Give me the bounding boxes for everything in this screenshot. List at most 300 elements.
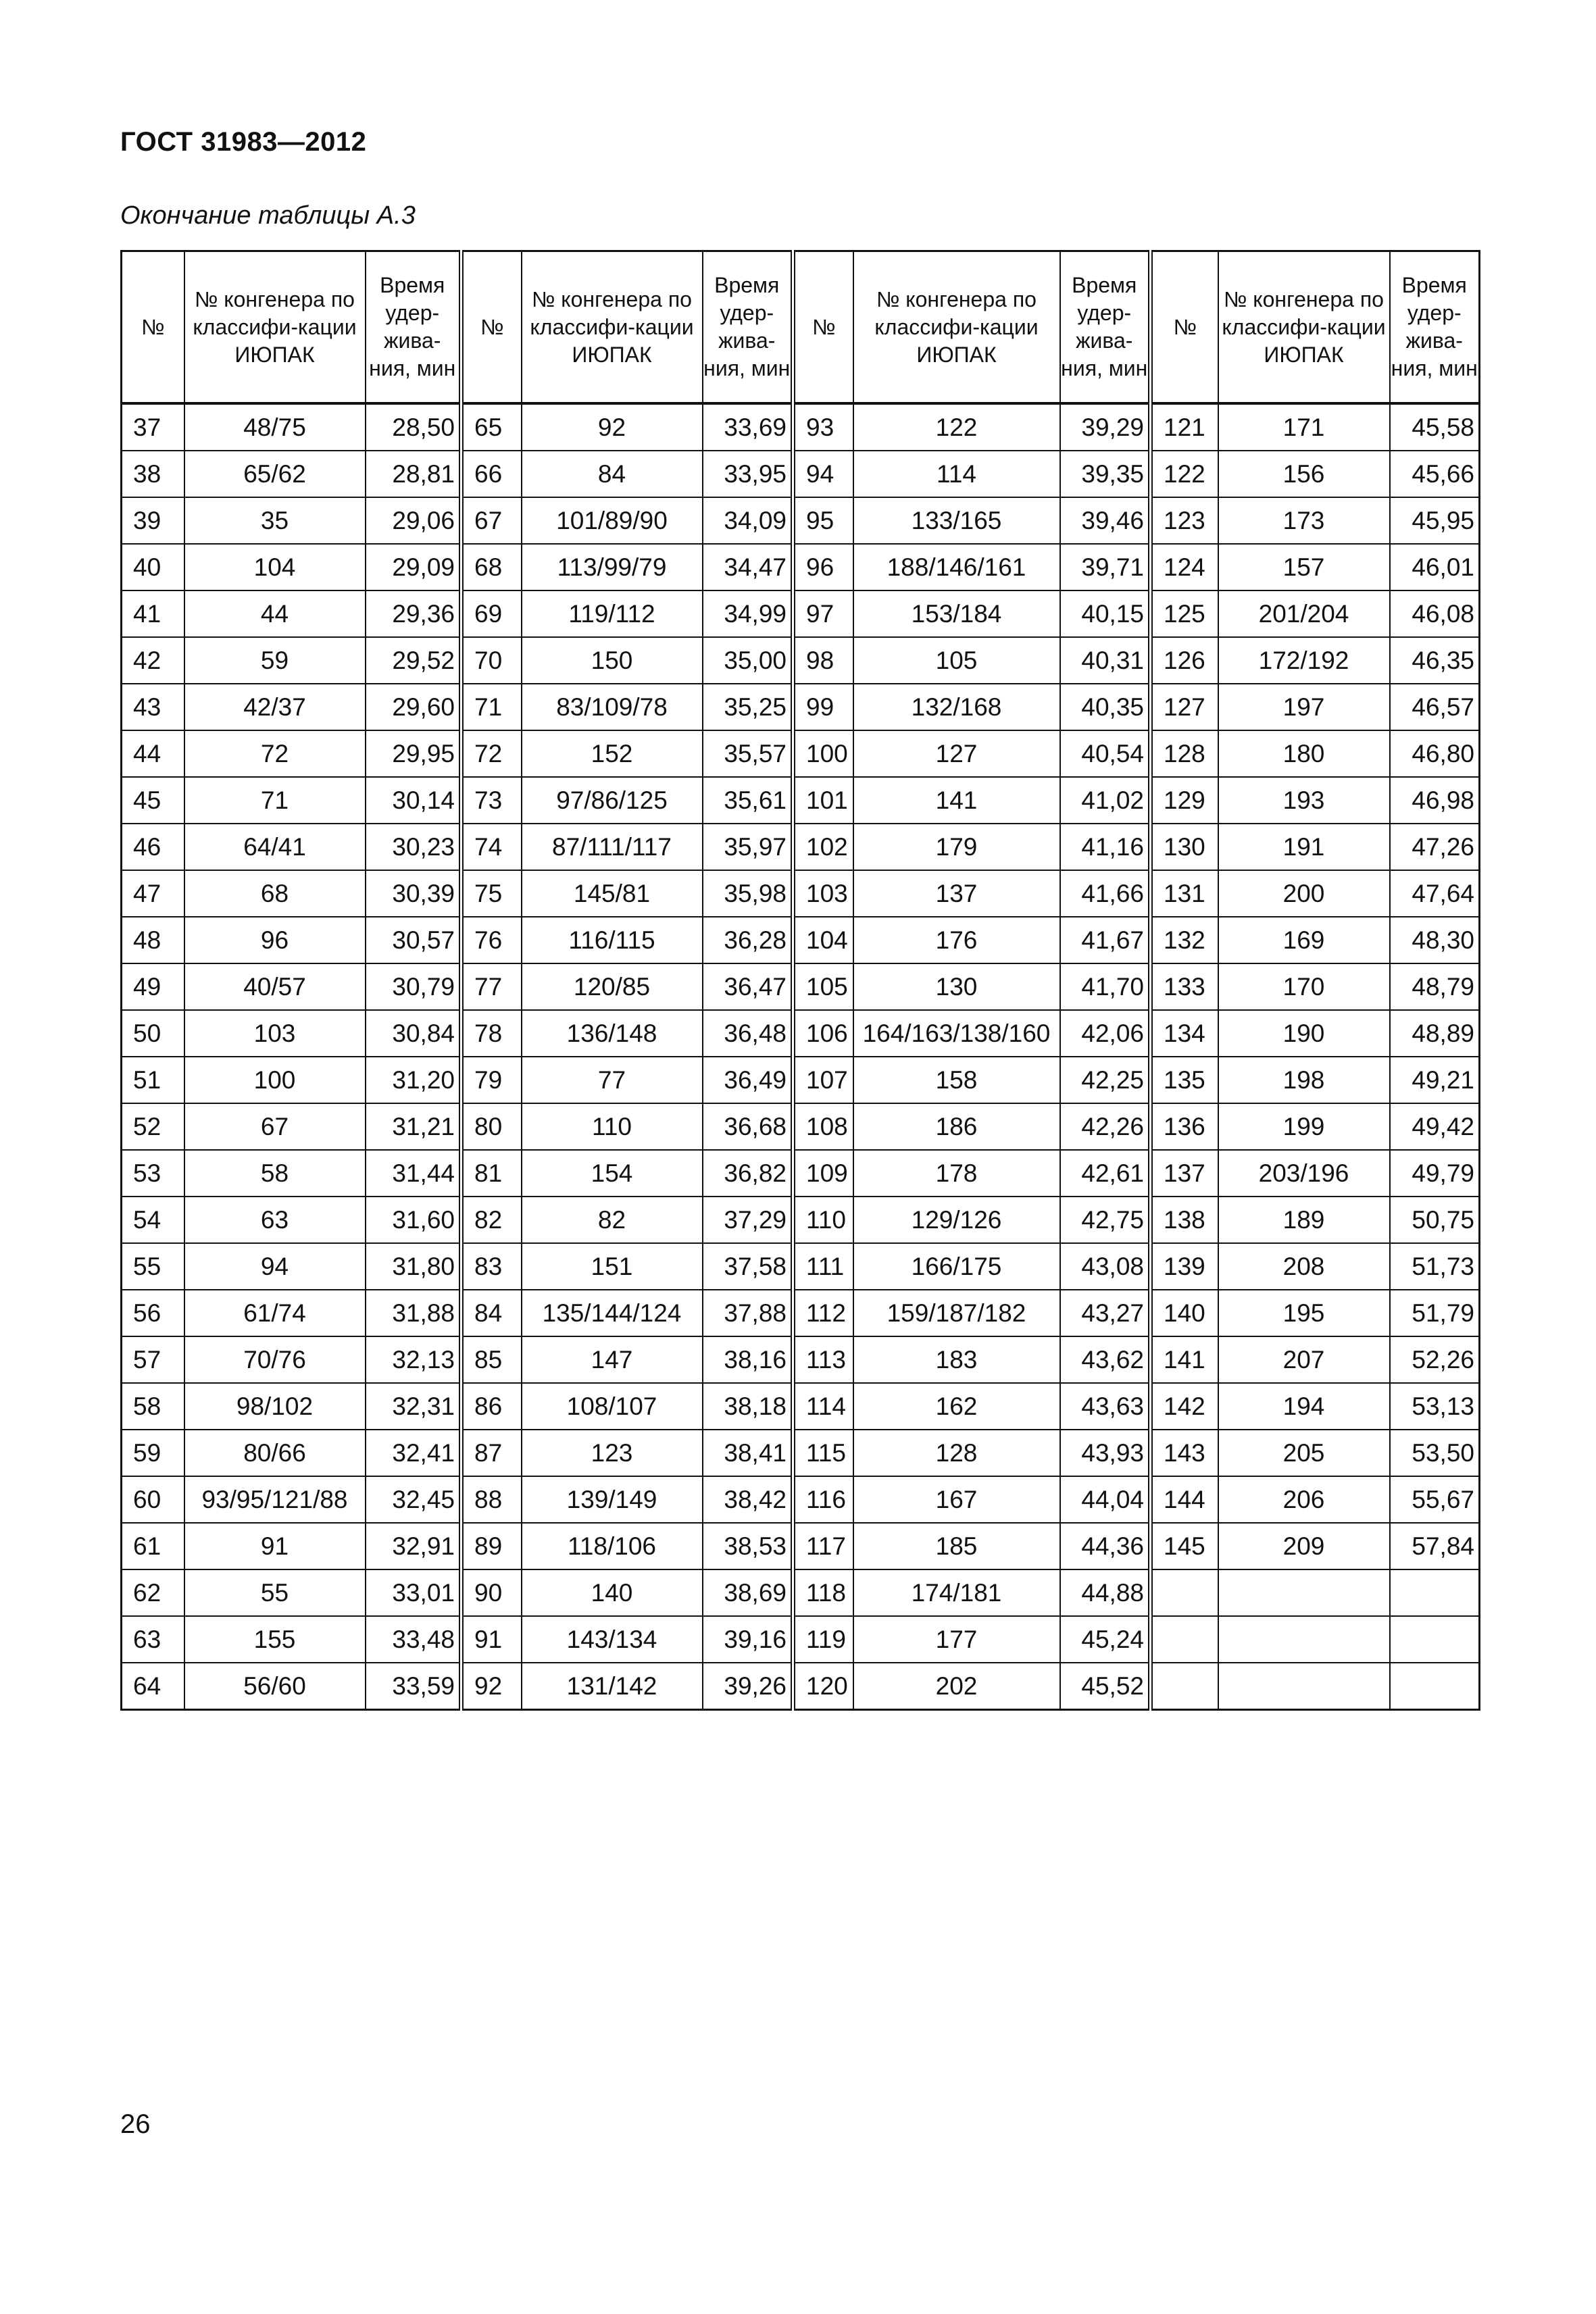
retention-time-cell: 46,80 (1390, 730, 1480, 777)
row-number-cell: 47 (122, 870, 184, 917)
row-number-cell: 126 (1151, 637, 1218, 684)
congener-cell: 48/75 (184, 403, 366, 451)
retention-time-cell: 42,75 (1060, 1197, 1151, 1243)
congener-cell: 77 (522, 1057, 703, 1103)
row-number-cell: 92 (462, 1663, 522, 1710)
retention-time-cell: 44,04 (1060, 1476, 1151, 1523)
retention-time-cell: 41,70 (1060, 963, 1151, 1010)
retention-time-cell: 45,24 (1060, 1616, 1151, 1663)
row-number-cell: 54 (122, 1197, 184, 1243)
congener-cell: 159/187/182 (853, 1290, 1060, 1336)
retention-time-cell: 39,26 (703, 1663, 793, 1710)
congener-cell: 206 (1218, 1476, 1390, 1523)
congener-cell: 152 (522, 730, 703, 777)
retention-time-cell: 34,47 (703, 544, 793, 590)
row-number-cell: 65 (462, 403, 522, 451)
retention-time-cell: 35,98 (703, 870, 793, 917)
retention-time-cell: 36,68 (703, 1103, 793, 1150)
row-number-cell: 110 (793, 1197, 853, 1243)
congener-cell: 157 (1218, 544, 1390, 590)
congener-cell (1218, 1569, 1390, 1616)
row-number-cell: 74 (462, 824, 522, 870)
congener-cell: 198 (1218, 1057, 1390, 1103)
congener-cell: 72 (184, 730, 366, 777)
header-congener: № конгенера по классифи-кации ИЮПАК (853, 251, 1060, 404)
header-number: № (122, 251, 184, 404)
row-number-cell: 109 (793, 1150, 853, 1197)
retention-time-cell: 42,26 (1060, 1103, 1151, 1150)
retention-time-cell: 33,59 (366, 1663, 462, 1710)
congener-cell: 94 (184, 1243, 366, 1290)
congener-cell: 203/196 (1218, 1150, 1390, 1197)
retention-time-cell: 45,52 (1060, 1663, 1151, 1710)
retention-time-cell: 28,50 (366, 403, 462, 451)
row-number-cell: 73 (462, 777, 522, 824)
congener-cell: 42/37 (184, 684, 366, 730)
row-number-cell: 141 (1151, 1336, 1218, 1383)
congener-cell: 201/204 (1218, 590, 1390, 637)
row-number-cell: 124 (1151, 544, 1218, 590)
table-row (122, 917, 1480, 963)
row-number-cell: 96 (793, 544, 853, 590)
congener-cell: 133/165 (853, 497, 1060, 544)
table-row (122, 1010, 1480, 1057)
retention-time-cell: 38,69 (703, 1569, 793, 1616)
row-number-cell (1151, 1569, 1218, 1616)
congener-cell: 141 (853, 777, 1060, 824)
retention-time-cell: 30,84 (366, 1010, 462, 1057)
row-number-cell: 49 (122, 963, 184, 1010)
retention-time-cell: 46,08 (1390, 590, 1480, 637)
retention-time-cell: 33,48 (366, 1616, 462, 1663)
congener-cell: 143/134 (522, 1616, 703, 1663)
retention-time-cell: 31,44 (366, 1150, 462, 1197)
row-number-cell: 86 (462, 1383, 522, 1430)
row-number-cell: 44 (122, 730, 184, 777)
congener-cell: 100 (184, 1057, 366, 1103)
row-number-cell: 142 (1151, 1383, 1218, 1430)
row-number-cell: 100 (793, 730, 853, 777)
retention-time-cell: 33,69 (703, 403, 793, 451)
header-time: Время удер-жива-ния, мин (1060, 251, 1151, 404)
header-number: № (793, 251, 853, 404)
congener-cell: 178 (853, 1150, 1060, 1197)
congener-cell: 120/85 (522, 963, 703, 1010)
row-number-cell: 79 (462, 1057, 522, 1103)
retention-time-cell: 36,48 (703, 1010, 793, 1057)
row-number-cell: 99 (793, 684, 853, 730)
retention-time-cell: 40,35 (1060, 684, 1151, 730)
row-number-cell: 102 (793, 824, 853, 870)
row-number-cell: 38 (122, 451, 184, 497)
retention-time-cell (1390, 1616, 1480, 1663)
retention-time-cell: 42,61 (1060, 1150, 1151, 1197)
congener-cell: 128 (853, 1430, 1060, 1476)
table-caption: Окончание таблицы А.3 (120, 201, 416, 230)
table-row (122, 1290, 1480, 1336)
page-number: 26 (120, 2109, 151, 2139)
congener-cell: 166/175 (853, 1243, 1060, 1290)
retention-time-cell: 38,16 (703, 1336, 793, 1383)
retention-time-cell: 29,06 (366, 497, 462, 544)
retention-time-cell: 29,60 (366, 684, 462, 730)
row-number-cell: 70 (462, 637, 522, 684)
congener-cell: 103 (184, 1010, 366, 1057)
table-row (122, 1243, 1480, 1290)
congener-cell: 92 (522, 403, 703, 451)
table-row (122, 1663, 1480, 1710)
congener-cell: 68 (184, 870, 366, 917)
congener-cell: 101/89/90 (522, 497, 703, 544)
retention-time-cell: 36,28 (703, 917, 793, 963)
row-number-cell: 56 (122, 1290, 184, 1336)
row-number-cell: 64 (122, 1663, 184, 1710)
congener-cell: 122 (853, 403, 1060, 451)
row-number-cell: 137 (1151, 1150, 1218, 1197)
retention-time-cell: 40,54 (1060, 730, 1151, 777)
retention-time-cell: 42,25 (1060, 1057, 1151, 1103)
congener-cell: 113/99/79 (522, 544, 703, 590)
retention-time-cell: 29,36 (366, 590, 462, 637)
retention-time-cell: 50,75 (1390, 1197, 1480, 1243)
retention-time-cell: 44,36 (1060, 1523, 1151, 1569)
congener-cell: 97/86/125 (522, 777, 703, 824)
row-number-cell: 144 (1151, 1476, 1218, 1523)
congener-cell: 174/181 (853, 1569, 1060, 1616)
row-number-cell: 130 (1151, 824, 1218, 870)
congener-cell: 176 (853, 917, 1060, 963)
congener-cell: 153/184 (853, 590, 1060, 637)
retention-time-cell: 32,31 (366, 1383, 462, 1430)
congener-cell: 199 (1218, 1103, 1390, 1150)
retention-time-cell: 29,52 (366, 637, 462, 684)
row-number-cell: 72 (462, 730, 522, 777)
table-row (122, 497, 1480, 544)
congener-cell: 123 (522, 1430, 703, 1476)
congener-cell: 170 (1218, 963, 1390, 1010)
retention-time-cell: 31,88 (366, 1290, 462, 1336)
congener-cell: 59 (184, 637, 366, 684)
retention-time-cell: 36,82 (703, 1150, 793, 1197)
congener-cell: 202 (853, 1663, 1060, 1710)
retention-time-cell: 43,93 (1060, 1430, 1151, 1476)
table-row (122, 1336, 1480, 1383)
retention-time-cell: 44,88 (1060, 1569, 1151, 1616)
table-row (122, 637, 1480, 684)
congener-cell: 132/168 (853, 684, 1060, 730)
row-number-cell: 138 (1151, 1197, 1218, 1243)
row-number-cell: 122 (1151, 451, 1218, 497)
congener-cell (1218, 1616, 1390, 1663)
congener-cell: 145/81 (522, 870, 703, 917)
row-number-cell: 120 (793, 1663, 853, 1710)
congener-cell: 70/76 (184, 1336, 366, 1383)
table-row (122, 451, 1480, 497)
congener-cell: 190 (1218, 1010, 1390, 1057)
congener-cell: 71 (184, 777, 366, 824)
congener-cell: 108/107 (522, 1383, 703, 1430)
congener-cell: 154 (522, 1150, 703, 1197)
congener-cell: 208 (1218, 1243, 1390, 1290)
row-number-cell: 76 (462, 917, 522, 963)
congener-cell: 189 (1218, 1197, 1390, 1243)
congener-cell: 136/148 (522, 1010, 703, 1057)
retention-time-cell: 37,88 (703, 1290, 793, 1336)
retention-time-cell: 30,57 (366, 917, 462, 963)
retention-time-cell: 48,89 (1390, 1010, 1480, 1057)
retention-time-cell: 29,95 (366, 730, 462, 777)
retention-time-cell: 39,16 (703, 1616, 793, 1663)
row-number-cell: 108 (793, 1103, 853, 1150)
row-number-cell: 90 (462, 1569, 522, 1616)
retention-time-cell: 39,35 (1060, 451, 1151, 497)
congener-cell: 173 (1218, 497, 1390, 544)
retention-time-cell: 35,00 (703, 637, 793, 684)
retention-time-cell: 29,09 (366, 544, 462, 590)
retention-time-cell: 41,16 (1060, 824, 1151, 870)
congener-cell: 104 (184, 544, 366, 590)
retention-time-cell: 35,25 (703, 684, 793, 730)
row-number-cell: 94 (793, 451, 853, 497)
retention-time-cell: 41,02 (1060, 777, 1151, 824)
retention-time-cell: 39,29 (1060, 403, 1151, 451)
row-number-cell: 77 (462, 963, 522, 1010)
retention-time-cell: 49,79 (1390, 1150, 1480, 1197)
row-number-cell: 119 (793, 1616, 853, 1663)
congener-cell: 151 (522, 1243, 703, 1290)
row-number-cell: 80 (462, 1103, 522, 1150)
retention-time-cell: 42,06 (1060, 1010, 1151, 1057)
congener-cell: 158 (853, 1057, 1060, 1103)
congener-cell: 114 (853, 451, 1060, 497)
retention-time-cell: 32,13 (366, 1336, 462, 1383)
retention-time-cell: 33,95 (703, 451, 793, 497)
table-row (122, 1150, 1480, 1197)
congener-cell: 185 (853, 1523, 1060, 1569)
row-number-cell: 127 (1151, 684, 1218, 730)
congener-cell: 194 (1218, 1383, 1390, 1430)
row-number-cell: 41 (122, 590, 184, 637)
row-number-cell: 98 (793, 637, 853, 684)
row-number-cell: 121 (1151, 403, 1218, 451)
row-number-cell: 43 (122, 684, 184, 730)
row-number-cell: 82 (462, 1197, 522, 1243)
table-header-row (122, 251, 1480, 404)
row-number-cell: 135 (1151, 1057, 1218, 1103)
row-number-cell: 37 (122, 403, 184, 451)
row-number-cell: 85 (462, 1336, 522, 1383)
congener-cell: 84 (522, 451, 703, 497)
retention-time-cell: 45,58 (1390, 403, 1480, 451)
congener-cell: 96 (184, 917, 366, 963)
congener-cell: 171 (1218, 403, 1390, 451)
row-number-cell: 139 (1151, 1243, 1218, 1290)
retention-time-cell: 34,99 (703, 590, 793, 637)
congener-cell: 82 (522, 1197, 703, 1243)
retention-time-cell: 40,31 (1060, 637, 1151, 684)
retention-time-cell: 39,71 (1060, 544, 1151, 590)
retention-time-cell: 32,91 (366, 1523, 462, 1569)
retention-time-cell: 35,97 (703, 824, 793, 870)
congener-cell: 183 (853, 1336, 1060, 1383)
congener-cell: 172/192 (1218, 637, 1390, 684)
retention-time-cell: 31,20 (366, 1057, 462, 1103)
congener-cell: 162 (853, 1383, 1060, 1430)
retention-time-cell: 38,18 (703, 1383, 793, 1430)
row-number-cell: 68 (462, 544, 522, 590)
retention-time-cell (1390, 1663, 1480, 1710)
congener-cell: 164/163/138/160 (853, 1010, 1060, 1057)
congener-cell: 91 (184, 1523, 366, 1569)
row-number-cell: 140 (1151, 1290, 1218, 1336)
row-number-cell: 46 (122, 824, 184, 870)
retention-time-cell: 32,41 (366, 1430, 462, 1476)
row-number-cell: 50 (122, 1010, 184, 1057)
table-row (122, 730, 1480, 777)
retention-time-cell: 51,73 (1390, 1243, 1480, 1290)
row-number-cell: 95 (793, 497, 853, 544)
congener-cell: 207 (1218, 1336, 1390, 1383)
retention-time-cell: 31,80 (366, 1243, 462, 1290)
congener-cell: 119/112 (522, 590, 703, 637)
table-row (122, 777, 1480, 824)
congener-cell: 44 (184, 590, 366, 637)
congener-cell: 98/102 (184, 1383, 366, 1430)
row-number-cell: 145 (1151, 1523, 1218, 1569)
congener-cell: 116/115 (522, 917, 703, 963)
retention-time-cell: 34,09 (703, 497, 793, 544)
retention-time-cell: 48,30 (1390, 917, 1480, 963)
congener-cell: 65/62 (184, 451, 366, 497)
congener-cell: 130 (853, 963, 1060, 1010)
retention-time-cell: 35,57 (703, 730, 793, 777)
table-row (122, 963, 1480, 1010)
row-number-cell: 71 (462, 684, 522, 730)
retention-time-cell: 39,46 (1060, 497, 1151, 544)
congener-cell: 197 (1218, 684, 1390, 730)
row-number-cell (1151, 1616, 1218, 1663)
row-number-cell: 84 (462, 1290, 522, 1336)
row-number-cell: 40 (122, 544, 184, 590)
congener-cell: 63 (184, 1197, 366, 1243)
retention-time-cell: 38,41 (703, 1430, 793, 1476)
retention-time-cell: 41,67 (1060, 917, 1151, 963)
row-number-cell: 117 (793, 1523, 853, 1569)
congener-cell: 35 (184, 497, 366, 544)
row-number-cell: 101 (793, 777, 853, 824)
table-row (122, 1103, 1480, 1150)
table-row (122, 1476, 1480, 1523)
retention-time-cell: 57,84 (1390, 1523, 1480, 1569)
table-row (122, 1197, 1480, 1243)
retention-time-cell: 46,57 (1390, 684, 1480, 730)
row-number-cell: 118 (793, 1569, 853, 1616)
row-number-cell: 132 (1151, 917, 1218, 963)
congener-cell: 155 (184, 1616, 366, 1663)
row-number-cell: 123 (1151, 497, 1218, 544)
table-row (122, 1616, 1480, 1663)
header-congener: № конгенера по классифи-кации ИЮПАК (184, 251, 366, 404)
retention-time-cell: 37,58 (703, 1243, 793, 1290)
retention-time-cell: 47,26 (1390, 824, 1480, 870)
retention-time-cell: 41,66 (1060, 870, 1151, 917)
retention-time-cell: 36,49 (703, 1057, 793, 1103)
congener-cell: 156 (1218, 451, 1390, 497)
congener-cell: 40/57 (184, 963, 366, 1010)
header-time: Время удер-жива-ния, мин (1390, 251, 1480, 404)
congener-cell: 193 (1218, 777, 1390, 824)
retention-time-cell: 46,35 (1390, 637, 1480, 684)
retention-time-cell: 31,21 (366, 1103, 462, 1150)
row-number-cell: 125 (1151, 590, 1218, 637)
retention-time-cell: 38,53 (703, 1523, 793, 1569)
row-number-cell: 51 (122, 1057, 184, 1103)
document-code: ГОСТ 31983—2012 (120, 127, 367, 157)
retention-time-cell: 32,45 (366, 1476, 462, 1523)
congener-cell: 58 (184, 1150, 366, 1197)
retention-time-cell: 45,95 (1390, 497, 1480, 544)
row-number-cell: 136 (1151, 1103, 1218, 1150)
congener-cell: 80/66 (184, 1430, 366, 1476)
row-number-cell: 55 (122, 1243, 184, 1290)
congener-cell: 135/144/124 (522, 1290, 703, 1336)
congener-cell: 139/149 (522, 1476, 703, 1523)
retention-time-table (120, 250, 1480, 1711)
table-row (122, 684, 1480, 730)
congener-cell: 61/74 (184, 1290, 366, 1336)
row-number-cell: 88 (462, 1476, 522, 1523)
header-congener: № конгенера по классифи-кации ИЮПАК (522, 251, 703, 404)
row-number-cell: 93 (793, 403, 853, 451)
row-number-cell: 39 (122, 497, 184, 544)
congener-cell: 55 (184, 1569, 366, 1616)
row-number-cell: 61 (122, 1523, 184, 1569)
retention-time-cell: 48,79 (1390, 963, 1480, 1010)
retention-time-cell: 35,61 (703, 777, 793, 824)
retention-time-cell: 45,66 (1390, 451, 1480, 497)
row-number-cell: 105 (793, 963, 853, 1010)
row-number-cell: 107 (793, 1057, 853, 1103)
congener-cell: 177 (853, 1616, 1060, 1663)
congener-cell: 209 (1218, 1523, 1390, 1569)
header-time: Время удер-жива-ния, мин (703, 251, 793, 404)
retention-time-cell: 37,29 (703, 1197, 793, 1243)
congener-cell: 205 (1218, 1430, 1390, 1476)
row-number-cell: 63 (122, 1616, 184, 1663)
retention-time-cell: 53,13 (1390, 1383, 1480, 1430)
retention-time-cell: 30,39 (366, 870, 462, 917)
congener-cell: 127 (853, 730, 1060, 777)
retention-time-cell: 51,79 (1390, 1290, 1480, 1336)
retention-time-cell: 49,21 (1390, 1057, 1480, 1103)
row-number-cell: 53 (122, 1150, 184, 1197)
retention-time-cell: 46,01 (1390, 544, 1480, 590)
congener-cell: 195 (1218, 1290, 1390, 1336)
congener-cell: 93/95/121/88 (184, 1476, 366, 1523)
row-number-cell: 52 (122, 1103, 184, 1150)
congener-cell: 169 (1218, 917, 1390, 963)
row-number-cell: 115 (793, 1430, 853, 1476)
row-number-cell: 134 (1151, 1010, 1218, 1057)
row-number-cell: 97 (793, 590, 853, 637)
congener-cell: 105 (853, 637, 1060, 684)
retention-time-cell: 47,64 (1390, 870, 1480, 917)
congener-cell: 129/126 (853, 1197, 1060, 1243)
congener-cell: 67 (184, 1103, 366, 1150)
row-number-cell: 78 (462, 1010, 522, 1057)
congener-cell: 64/41 (184, 824, 366, 870)
congener-cell: 191 (1218, 824, 1390, 870)
